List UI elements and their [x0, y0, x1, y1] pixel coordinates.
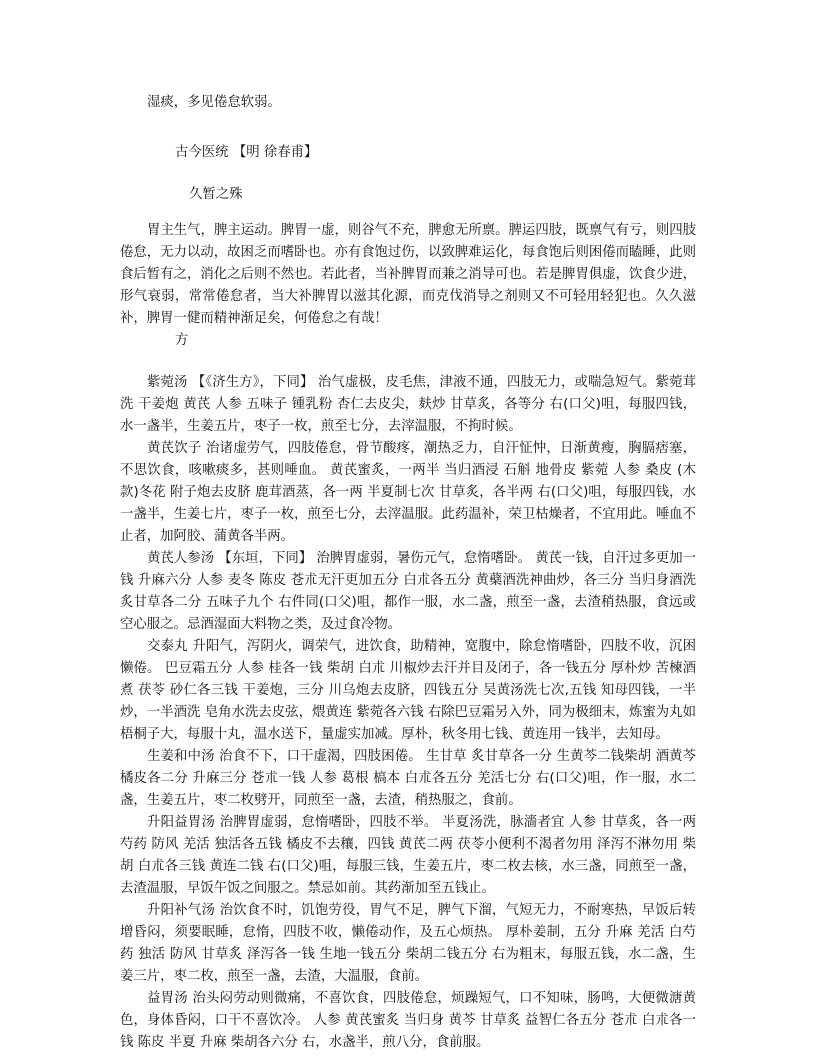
- spacer: [120, 206, 696, 220]
- section-title: 久暂之殊: [189, 187, 243, 202]
- opening-line: 湿痰，多见倦怠软弱。: [147, 95, 281, 110]
- source-title: 古今医统 【明 徐春甫】: [175, 145, 318, 160]
- spacer: [120, 352, 696, 372]
- formula-section-label: 方: [175, 333, 189, 348]
- formula-shengyang-buqi-tang: 升阳补气汤 治饮食不时，饥饱劳役，胃气不足，脾气下溜，气短无力，不耐寒热，早饭后转增昏闷，须要眠睡，怠惰，四肢不收，懒倦动作，及五心烦热。 厚朴姜制，五分 升麻 羌活 白芍药 独活 防风 甘草炙 泽泻各一钱 生地一钱五分 柴胡二钱五分 右为粗末，每服五钱，水二盏，生姜三片，枣二枚，煎至一盏，去渣，大温服，食前。: [120, 903, 696, 984]
- document-page: [120, 92, 696, 1054]
- formula-jiaotai-wan: 交泰丸 升阳气，泻阴火，调荣气，进饮食，助精神，宽腹中，除怠惰嗜卧，四肢不收，沉困懒倦。 巴豆霜五分 人参 桂各一钱 柴胡 白朮 川椒炒去汗并目及闭子，各一钱五分 厚朴炒 苦楝酒煮 茯苓 砂仁各三钱 干姜炮，三分 川乌炮去皮脐，四钱五分 吴黄汤洗七次,五钱 知母四钱，一半炒，一半酒洗 皂角水洗去皮弦，煨黄连 紫菀各六钱 右除巴豆霜另入外，同为极细末，炼蜜为丸如梧桐子大，每服十丸，温水送下，量虚实加减。厚朴，秋冬用七钱、黄连用一钱半，去知母。: [120, 639, 696, 742]
- spacer: [120, 114, 696, 128]
- formula-shengjiang-hezhong-tang: 生姜和中汤 治食不下，口干虚渴，四肢困倦。 生甘草 炙甘草各一分 生黄芩二钱柴胡 酒黄芩 橘皮各二分 升麻三分 苍朮一钱 人参 葛根 槁本 白朮各五分 羌活七分 右(口父)咀，作一服，水二盏，生姜五片，枣二枚劈开，同煎至一盏，去渣，稍热服之，食前。: [120, 749, 696, 808]
- formula-ziwan-tang: 紫菀汤 【《济生方》，下同】 治气虚极，皮毛焦，津液不通，四肢无力，或喘急短气。紫菀茸洗 干姜炮 黄芪 人参 五味子 锺乳粉 杏仁去皮尖，麸炒 甘草炙，各等分 右(口父)咀，每服四钱，水一盏半，生姜五片，枣子一枚，煎至七分，去滓温服，不拘时候。: [120, 375, 696, 434]
- intro-paragraph: 胃主生气，脾主运动。脾胃一虚，则谷气不充，脾愈无所禀。脾运四肢，既禀气有亏，则四肢倦怠，无力以动，故困乏而嗜卧也。亦有食饱过伤，以致脾难运化，每食饱后则困倦而瞌睡，此则食后暂有之，消化之后则不然也。若此者，当补脾胃而兼之消导可也。若是脾胃俱虚，饮食少进，形气衰弱，常常倦怠者，当大补脾胃以滋其化源，而克伐消导之剂则又不可轻用轻犯也。久久滋补，脾胃一健而精神渐足矣，何倦怠之有哉！: [120, 223, 697, 326]
- formula-huangqi-renshen-tang: 黄芪人参汤 【东垣，下同】 治脾胃虚弱，暑伤元气，怠惰嗜卧。 黄芪一钱，自汗过多更加一钱 升麻六分 人参 麦冬 陈皮 苍朮无汗更加五分 白朮各五分 黄蘗酒洗神曲炒，各三分 当归身酒洗 炙甘草各二分 五味子九个 右件同(口父)咀，都作一服，水二盏，煎至一盏，去渣稍热服，食远或空心服之。忌酒湿面大料物之类，及过食冷物。: [120, 551, 696, 632]
- formula-yiwei-tang: 益胃汤 治头闷劳动则微痛，不喜饮食，四肢倦怠，烦躁短气，口不知味，肠鸣，大便微溏黄色，身体昏闷，口干不喜饮冷。 人参 黄芪蜜炙 当归身 黄芩 甘草炙 益智仁各五分 苍朮 白朮各一钱 陈皮 半夏 升麻 柴胡各六分 右，水盏半，煎八分，食前服。: [120, 991, 696, 1050]
- spacer: [120, 164, 696, 170]
- formula-huangqi-yinzi: 黄芪饮子 治诸虚劳气，四肢倦怠，骨节酸疼，潮热乏力，自汗怔忡，日渐黄瘦，胸膈痞塞，不思饮食，咳嗽痰多，甚则唾血。 黄芪蜜炙，一两半 当归酒浸 石斛 地骨皮 紫菀 人参 桑皮 (木款)冬花 附子炮去皮脐 鹿茸酒蒸，各一两 半夏制七次 甘草炙，各半两 右(口父)咀，每服四钱，水一盏半，生姜七片，枣子一枚，煎至七分，去滓温服。此药温补，荣卫枯燥者，不宜用此。唾血不止者，加阿胶、蒲黄各半两。: [120, 441, 696, 544]
- formula-shengyang-yiwei-tang: 升阳益胃汤 治脾胃虚弱，怠惰嗜卧，四肢不举。 半夏汤洗，脉濇者宜 人参 甘草炙，各一两 芍药 防风 羌活 独活各五钱 橘皮不去穰，四钱 黄芪二两 茯苓小便利不渴者勿用 泽泻不淋勿用 柴胡 白朮各三钱 黄连二钱 右(口父)咀，每服三钱，生姜五片，枣二枚去核，水三盏，同煎至一盏，去渣温服，早饭午饭之间服之。禁忌如前。其药渐加至五钱止。: [120, 815, 696, 896]
